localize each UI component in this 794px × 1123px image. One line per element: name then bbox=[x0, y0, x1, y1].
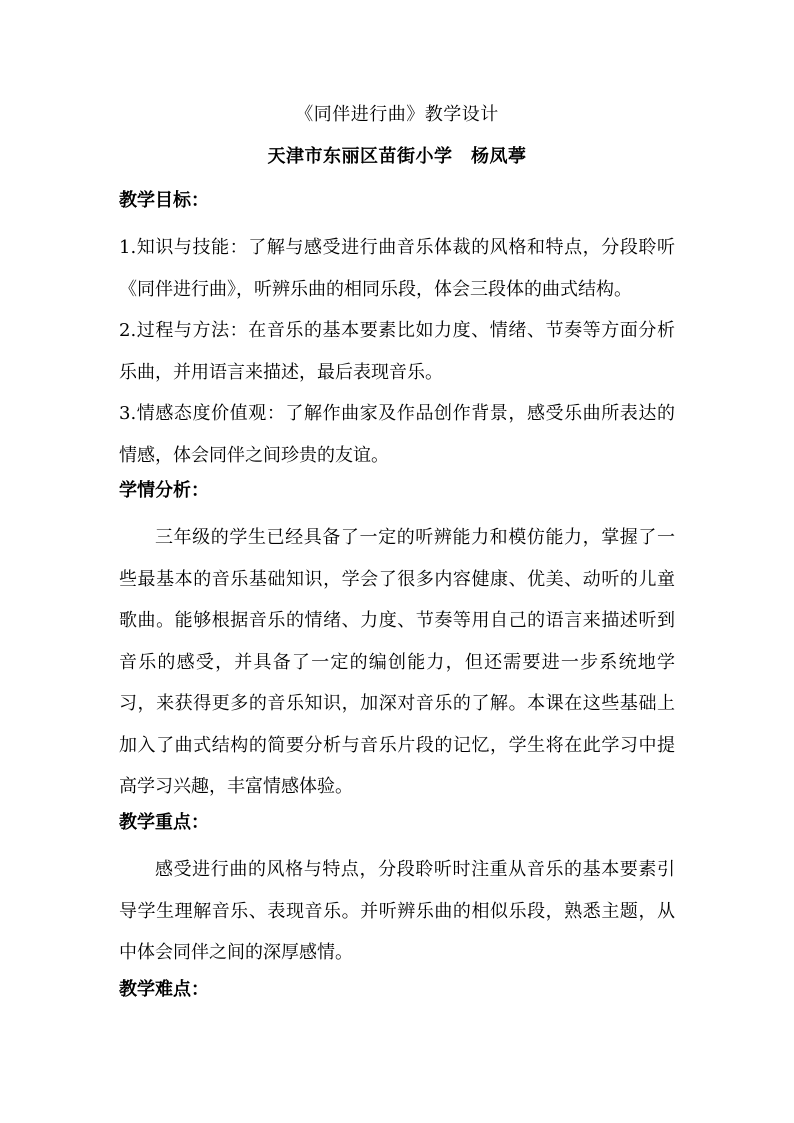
difficulties-heading-block bbox=[119, 976, 675, 1004]
analysis-section bbox=[119, 517, 675, 808]
author-line: 天津市东丽区苗街小学 杨凤葶 bbox=[267, 146, 527, 167]
key-points-heading: 教学重点： bbox=[119, 812, 209, 833]
objective-item-2: 2.过程与方法：在音乐的基本要素比如力度、情绪、节奏等方面分析乐曲，并用语言来描述，最后表现音乐。 bbox=[119, 320, 675, 383]
objectives-heading-block bbox=[119, 187, 675, 215]
analysis-heading-block bbox=[119, 477, 675, 505]
analysis-heading: 学情分析： bbox=[119, 480, 209, 501]
key-points-paragraph: 感受进行曲的风格与特点，分段聆听时注重从音乐的基本要素引导学生理解音乐、表现音乐。并听辨乐曲的相似乐段，熟悉主题，从中体会同伴之间的深厚感情。 bbox=[119, 859, 675, 963]
document-title: 《同伴进行曲》教学设计 bbox=[295, 104, 499, 125]
objectives-list bbox=[119, 227, 675, 476]
objectives-heading: 教学目标： bbox=[119, 190, 209, 211]
objective-item-3: 3.情感态度价值观：了解作曲家及作品创作背景，感受乐曲所表达的情感，体会同伴之间珍贵的友谊。 bbox=[119, 403, 675, 466]
key-points-section bbox=[119, 849, 675, 974]
key-points-heading-block bbox=[119, 809, 675, 837]
difficulties-heading: 教学难点： bbox=[119, 979, 209, 1000]
analysis-paragraph: 三年级的学生已经具备了一定的听辨能力和模仿能力，掌握了一些最基本的音乐基础知识，学会了很多内容健康、优美、动听的儿童歌曲。能够根据音乐的情绪、力度、节奏等用自己的语言来描述听到音乐的感受，并具备了一定的编创能力，但还需要进一步系统地学习，来获得更多的音乐知识，加深对音乐的了解。本课在这些基础上加入了曲式结构的简要分析与音乐片段的记忆，学生将在此学习中提高学习兴趣，丰富情感体验。 bbox=[119, 527, 675, 797]
objective-item-1: 1.知识与技能：了解与感受进行曲音乐体裁的风格和特点，分段聆听《同伴进行曲》，听辨乐曲的相同乐段，体会三段体的曲式结构。 bbox=[119, 237, 675, 300]
